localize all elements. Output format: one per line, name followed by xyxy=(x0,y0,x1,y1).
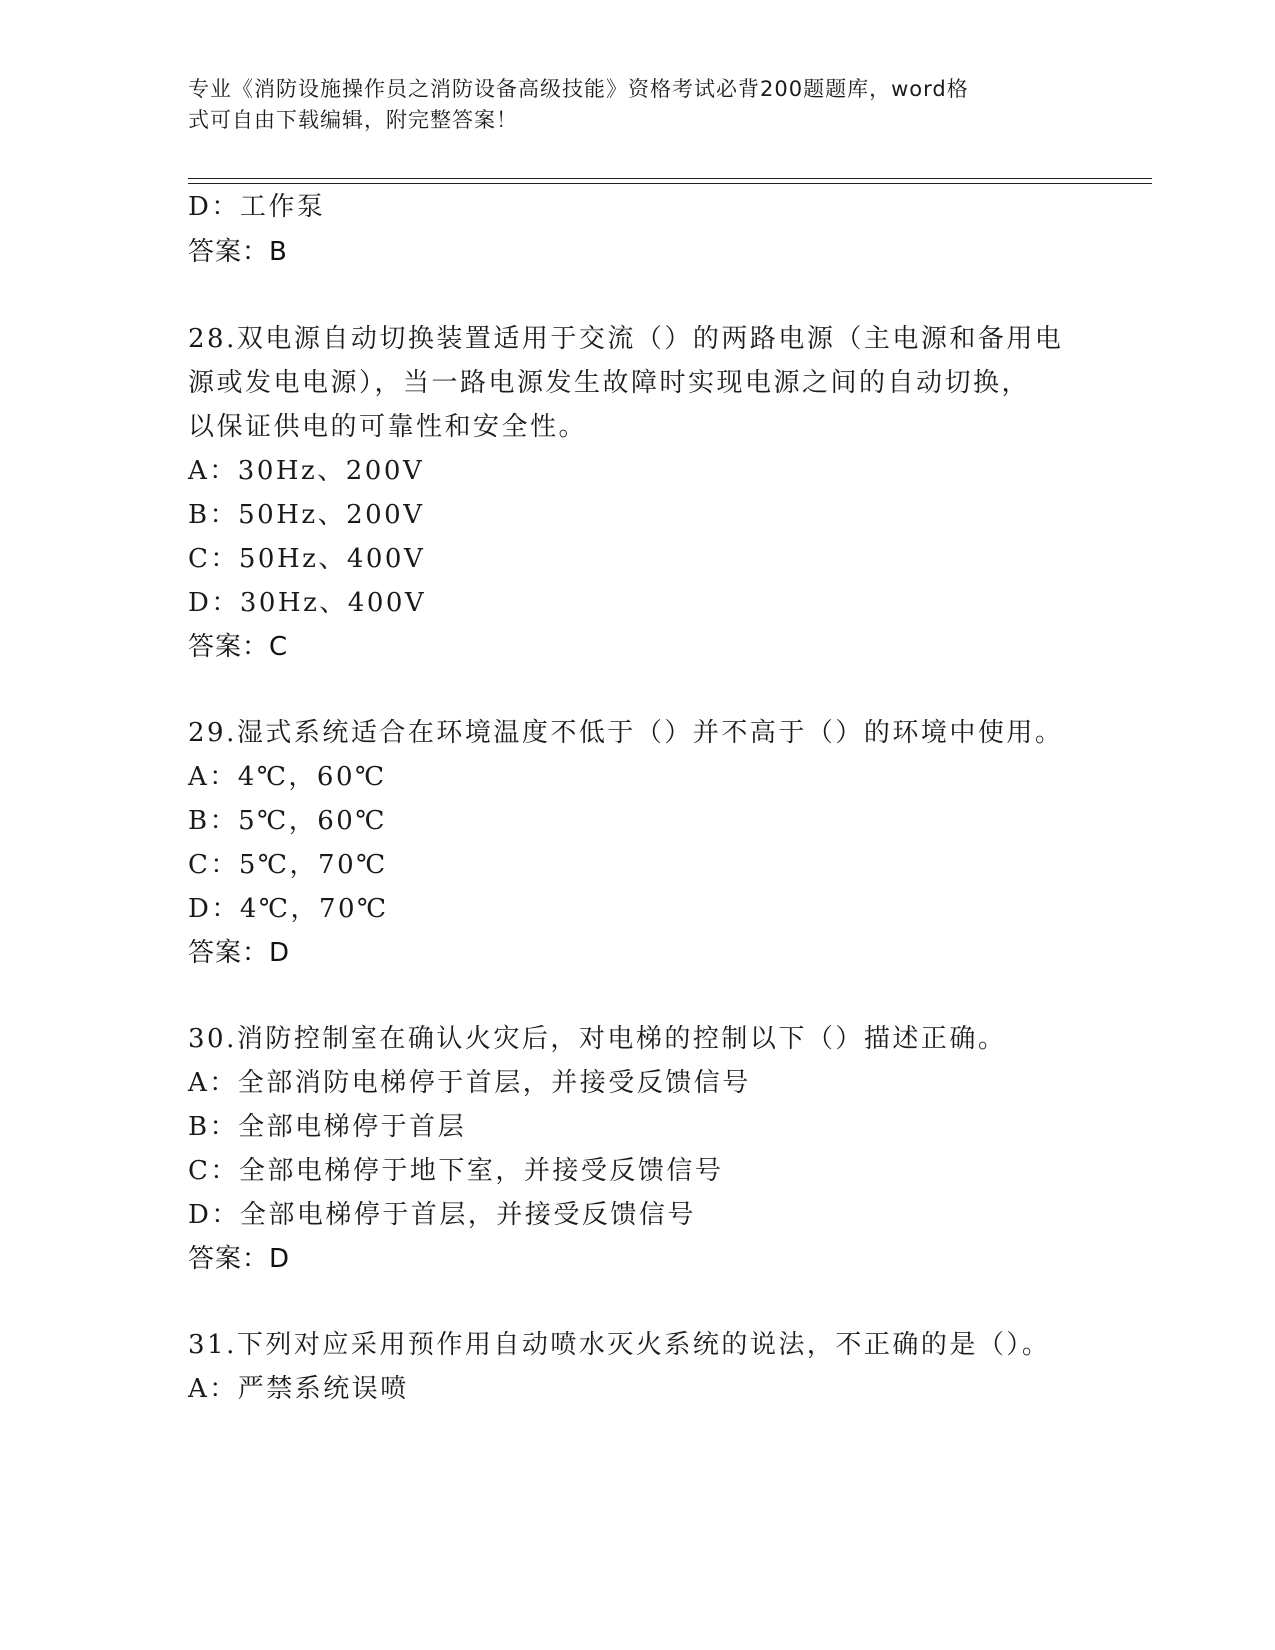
q29-stem-line-1: 29.湿式系统适合在环境温度不低于（）并不高于（）的环境中使用。 xyxy=(188,718,1064,748)
q28-answer: 答案：C xyxy=(188,632,289,662)
q29-option-a: A：4℃，60℃ xyxy=(188,762,387,792)
q31-stem-line-1: 31.下列对应采用预作用自动喷水灭火系统的说法，不正确的是（）。 xyxy=(188,1330,1051,1360)
q28-option-b: B：50Hz、200V xyxy=(188,500,425,530)
q28-option-d: D：30Hz、400V xyxy=(188,588,427,618)
header-line-2: 式可自由下载编辑，附完整答案！ xyxy=(188,108,518,132)
header-divider-top xyxy=(188,178,1152,179)
q29-answer: 答案：D xyxy=(188,938,291,968)
q28-stem-line-1: 28.双电源自动切换装置适用于交流（）的两路电源（主电源和备用电 xyxy=(188,324,1064,354)
header-divider-bottom xyxy=(188,183,1152,184)
q30-option-d: D：全部电梯停于首层，并接受反馈信号 xyxy=(188,1200,696,1230)
q29-option-c: C：5℃，70℃ xyxy=(188,850,388,880)
header-line-1: 专业《消防设施操作员之消防设备高级技能》资格考试必背200题题库，word格 xyxy=(188,77,969,101)
q28-stem-line-3: 以保证供电的可靠性和安全性。 xyxy=(188,412,588,442)
prev-option-d: D：工作泵 xyxy=(188,192,326,222)
q30-option-c: C：全部电梯停于地下室，并接受反馈信号 xyxy=(188,1156,724,1186)
q30-stem-line-1: 30.消防控制室在确认火灾后，对电梯的控制以下（）描述正确。 xyxy=(188,1024,1007,1054)
q28-stem-line-2: 源或发电电源），当一路电源发生故障时实现电源之间的自动切换， xyxy=(188,368,1031,398)
q29-option-b: B：5℃，60℃ xyxy=(188,806,387,836)
q30-option-a: A：全部消防电梯停于首层，并接受反馈信号 xyxy=(188,1068,751,1098)
q30-answer: 答案：D xyxy=(188,1244,291,1274)
document-header xyxy=(188,74,1068,136)
q28-option-c: C：50Hz、400V xyxy=(188,544,426,574)
prev-answer: 答案：B xyxy=(188,237,288,267)
q30-option-b: B：全部电梯停于首层 xyxy=(188,1112,467,1142)
q29-option-d: D：4℃，70℃ xyxy=(188,894,389,924)
q28-option-a: A：30Hz、200V xyxy=(188,456,425,486)
q31-option-a: A：严禁系统误喷 xyxy=(188,1374,409,1404)
